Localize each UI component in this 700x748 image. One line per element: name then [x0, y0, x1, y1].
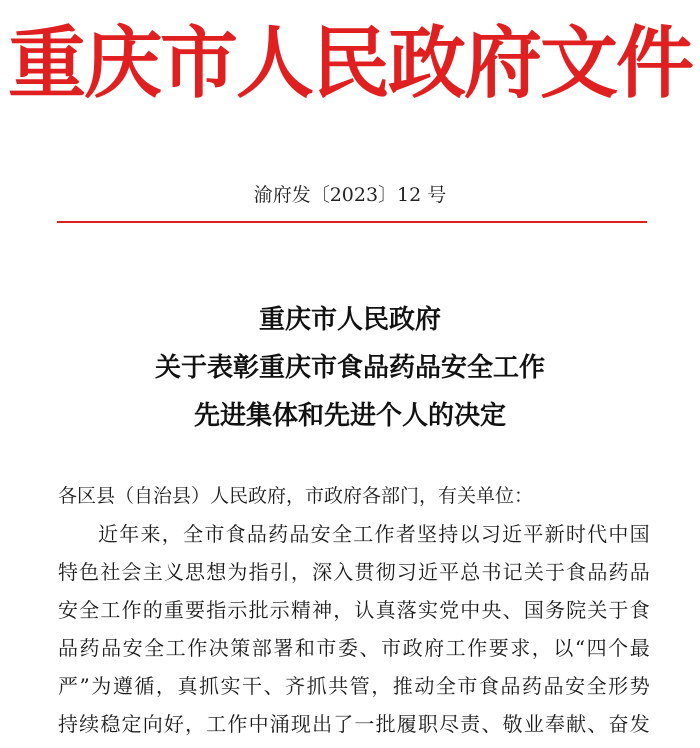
body-paragraph — [58, 515, 650, 743]
title-line: 重庆市人民政府 — [258, 305, 441, 335]
title-line: 关于表彰重庆市食品药品安全工作 — [154, 353, 545, 383]
document-title — [0, 296, 700, 440]
title-line: 先进集体和先进个人的决定 — [193, 401, 506, 431]
red-separator-line — [57, 221, 647, 223]
document-masthead: 重庆市人民政府文件 — [7, 18, 692, 109]
salutation: 各区县（自治县）人民政府，市政府各部门，有关单位： — [58, 485, 534, 507]
body-line: 品药品安全工作决策部署和市委、市政府工作要求，以“四个最 — [58, 636, 650, 660]
body-line: 近年来，全市食品药品安全工作者坚持以习近平新时代中国 — [98, 522, 650, 546]
body-line: 安全工作的重要指示批示精神，认真落实党中央、国务院关于食 — [58, 598, 650, 622]
body-line: 严”为遵循，真抓实干、齐抓共管，推动全市食品药品安全形势 — [58, 674, 650, 698]
body-line: 持续稳定向好，工作中涌现出了一批履职尽责、敬业奉献、奋发 — [58, 712, 650, 736]
document-number: 渝府发〔2023〕12 号 — [253, 184, 447, 206]
body-line: 特色社会主义思想为指引，深入贯彻习近平总书记关于食品药品 — [58, 560, 650, 584]
